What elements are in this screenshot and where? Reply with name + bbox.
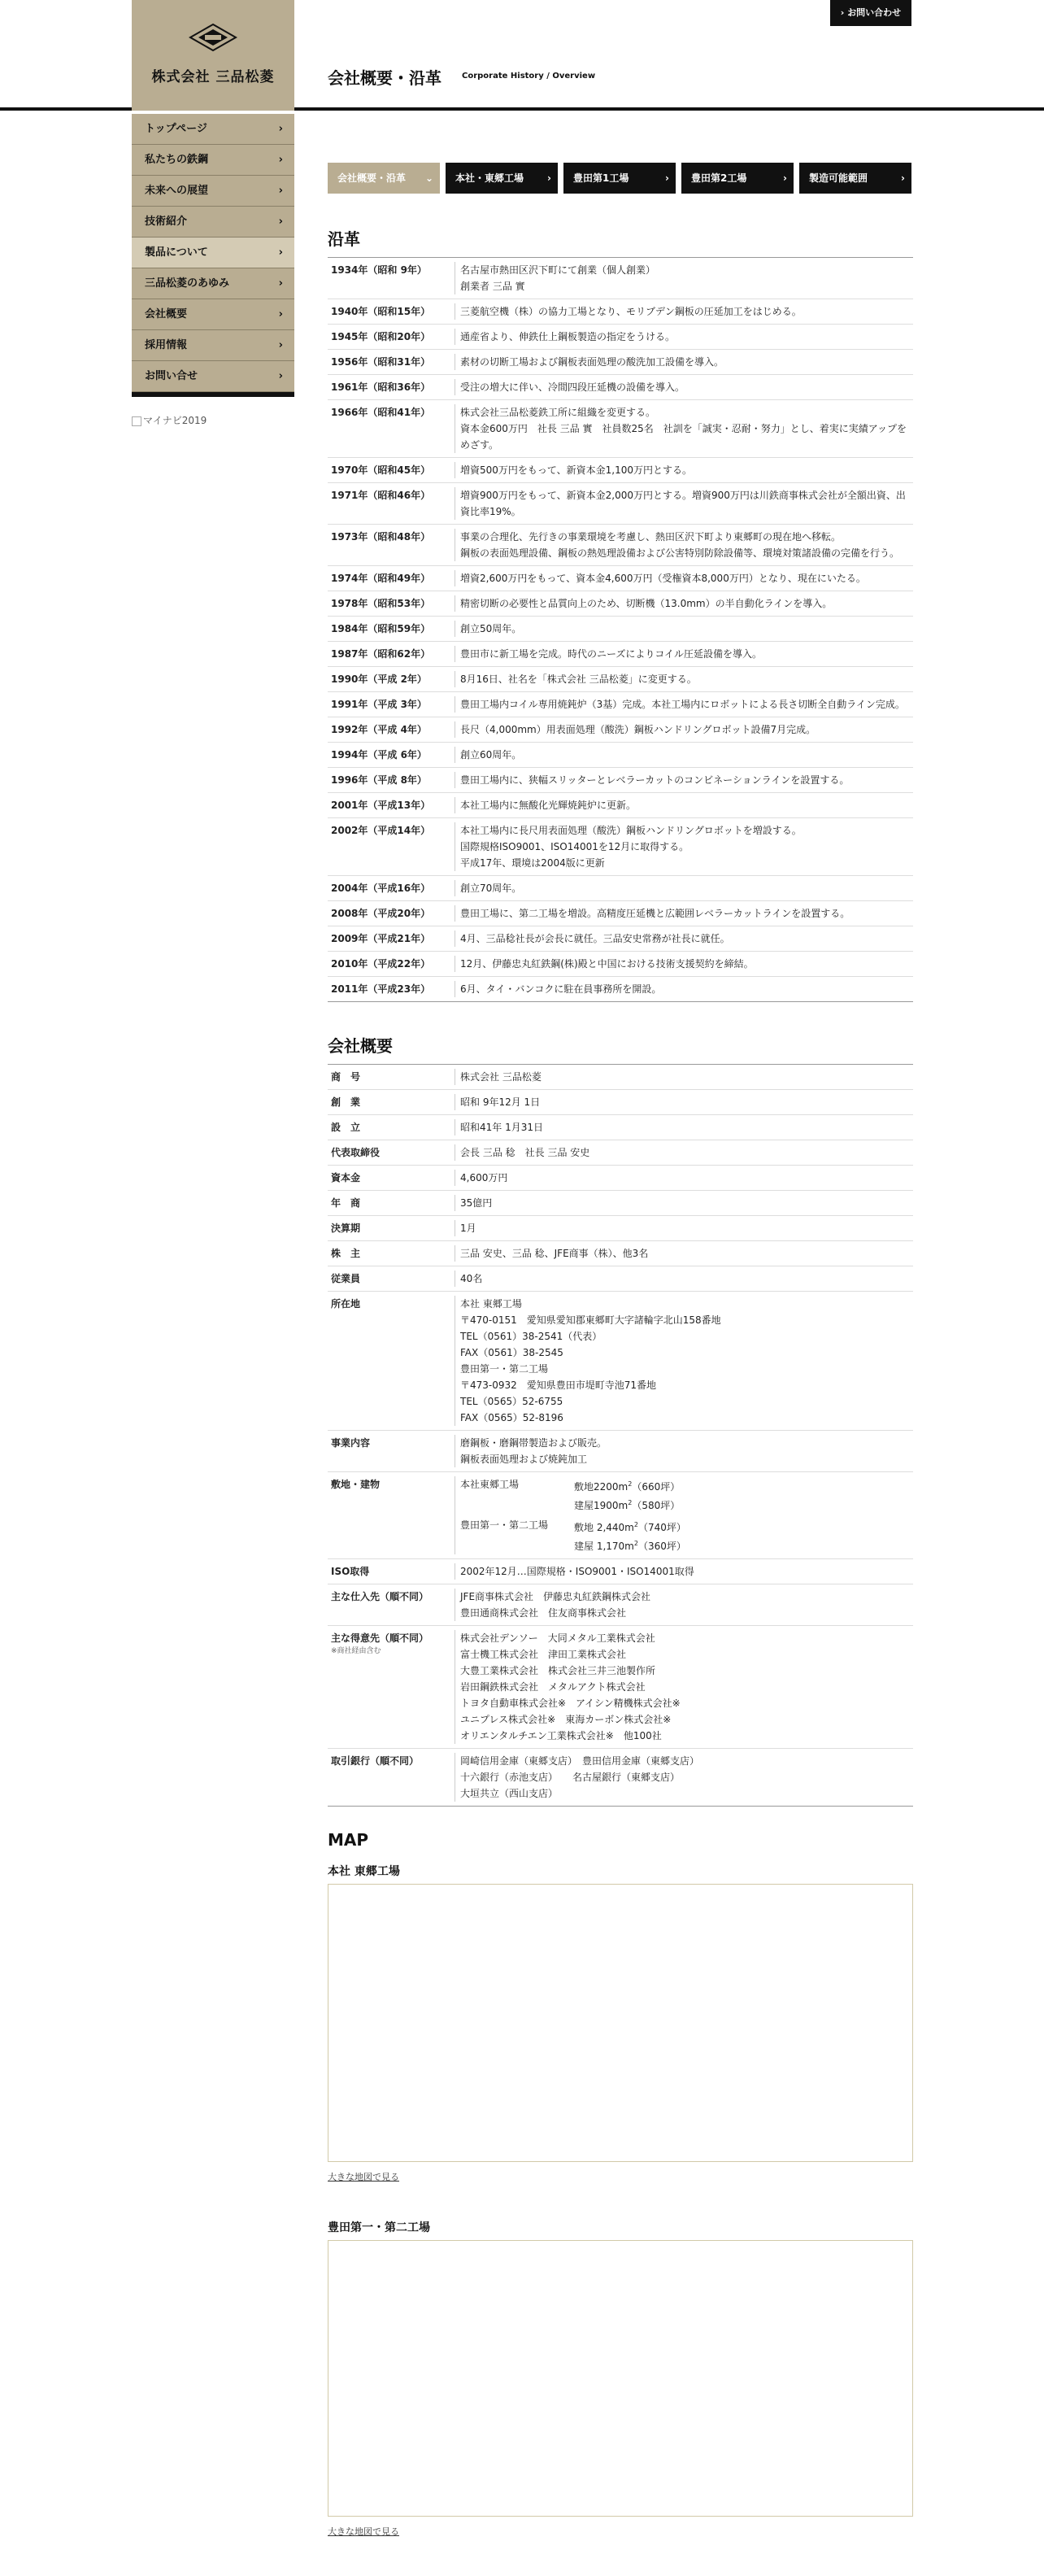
row-value xyxy=(455,671,913,687)
history-row xyxy=(328,876,913,901)
row-value xyxy=(455,1245,913,1262)
cell-line: 35億円 xyxy=(460,1197,493,1209)
row-value xyxy=(455,747,913,763)
row-key: 1987年（昭和62年） xyxy=(331,648,431,660)
history-heading: 沿革 xyxy=(328,229,360,249)
cell-line: 長尺（4,000mm）用表面処理（酸洗）鋼板ハンドリングロボット設備7月完成。 xyxy=(460,724,816,735)
row-value xyxy=(455,1094,913,1110)
row-key: 創 業 xyxy=(331,1096,361,1108)
cell-line: 三品 安史、三品 稔、JFE商事（株）、他3名 xyxy=(460,1248,649,1259)
broken-image-icon xyxy=(132,416,141,426)
overview-row xyxy=(328,1115,913,1140)
row-key: 設 立 xyxy=(331,1122,361,1133)
cell-line: 株式会社デンソー 大同メタル工業株式会社 xyxy=(460,1632,655,1644)
row-key: 資本金 xyxy=(331,1172,361,1183)
building-name xyxy=(460,1536,574,1554)
cell-line: トヨタ自動車株式会社※ アイシン精機株式会社※ xyxy=(460,1698,681,1709)
row-key: 事業内容 xyxy=(331,1437,371,1449)
building-area xyxy=(574,1476,680,1495)
row-key: 1990年（平成 2年） xyxy=(331,673,427,685)
row-key: 決算期 xyxy=(331,1223,361,1234)
history-row xyxy=(328,818,913,876)
cell-line: 国際規格ISO9001、ISO14001を12月に取得する。 xyxy=(460,841,689,852)
building-name xyxy=(460,1495,574,1514)
row-key: 1934年（昭和 9年） xyxy=(331,264,427,276)
tab-overview-history[interactable] xyxy=(328,163,440,194)
history-row xyxy=(328,400,913,458)
row-key: 2002年（平成14年） xyxy=(331,825,431,836)
row-key: 2011年（平成23年） xyxy=(331,983,431,995)
cell-line: 〒473-0932 愛知県豊田市堤町寺池71番地 xyxy=(460,1380,657,1391)
row-value xyxy=(455,404,913,453)
row-value xyxy=(455,595,913,612)
cell-line: 豊田工場内に、狭幅スリッターとレベラーカットのコンビネーションラインを設置する。 xyxy=(460,774,850,786)
map-heading: MAP xyxy=(328,1830,369,1850)
row-value xyxy=(455,1220,913,1236)
chevron-right-icon: › xyxy=(783,172,787,184)
cell-line: オリエンタルチエン工業株式会社※ 他100社 xyxy=(460,1730,662,1741)
history-row xyxy=(328,258,913,299)
cell-line: 〒470-0151 愛知県愛知郡東郷町大字諸輪字北山158番地 xyxy=(460,1314,721,1326)
chevron-right-icon: › xyxy=(901,172,905,184)
history-row xyxy=(328,375,913,400)
row-key: 1961年（昭和36年） xyxy=(331,381,431,393)
sidebar-item-history[interactable] xyxy=(132,268,294,299)
cell-line: 株式会社三品松菱鉄工所に組織を変更する。 xyxy=(460,407,656,418)
cell-line: 豊田市に新工場を完成。時代のニーズによりコイル圧延設備を導入。 xyxy=(460,648,763,660)
row-key: 2008年（平成20年） xyxy=(331,908,431,919)
row-value xyxy=(455,797,913,813)
row-key: 1984年（昭和59年） xyxy=(331,623,431,634)
row-key: 1971年（昭和46年） xyxy=(331,490,431,501)
row-value xyxy=(455,1476,913,1554)
cell-line: 豊田通商株式会社 住友商事株式会社 xyxy=(460,1607,627,1619)
cell-line: 本社 東郷工場 xyxy=(460,1298,522,1310)
overview-row xyxy=(328,1292,913,1431)
history-row xyxy=(328,692,913,717)
site-header xyxy=(0,0,1044,111)
row-key: 敷地・建物 xyxy=(331,1479,381,1490)
history-row xyxy=(328,793,913,818)
area-value: 建屋 1,170m xyxy=(574,1541,634,1552)
overview-row xyxy=(328,1090,913,1115)
overview-row xyxy=(328,1191,913,1216)
area-unit-sup: 2 xyxy=(628,1499,633,1506)
chevron-right-icon: › xyxy=(278,123,283,135)
sidebar-item-label: 三品松菱のあゆみ xyxy=(145,277,230,290)
cell-line: FAX（0565）52-8196 xyxy=(460,1412,563,1423)
chevron-right-icon: › xyxy=(840,7,845,18)
sidebar-nav xyxy=(132,114,294,397)
overview-row xyxy=(328,1166,913,1191)
tab-label: 製造可能範囲 xyxy=(809,172,868,184)
sidebar-item-recruit[interactable] xyxy=(132,330,294,361)
history-row xyxy=(328,977,913,1001)
tab-toyota-1[interactable] xyxy=(563,163,676,194)
row-key: 従業員 xyxy=(331,1273,361,1284)
row-key: 主な仕入先（順不同） xyxy=(331,1591,429,1602)
row-key: 1970年（昭和45年） xyxy=(331,464,431,476)
history-row xyxy=(328,901,913,926)
row-key: 1991年（平成 3年） xyxy=(331,699,427,710)
sidebar-item-label: 私たちの鉄鋼 xyxy=(145,154,209,166)
chevron-right-icon: › xyxy=(278,308,283,320)
cell-line: 大垣共立（西山支店） xyxy=(460,1788,559,1799)
logo-text: 株式会社 三品松菱 xyxy=(151,69,275,85)
row-key: 1996年（平成 8年） xyxy=(331,774,427,786)
cell-line: 精密切断の必要性と品質向上のため、切断機（13.0mm）の半自動化ラインを導入。 xyxy=(460,598,833,609)
sidebar-item-label: 製品について xyxy=(145,246,208,259)
overview-row xyxy=(328,1140,913,1166)
chevron-right-icon: › xyxy=(665,172,669,184)
building-area xyxy=(574,1495,680,1514)
cell-line: 十六銀行（赤池支店） 名古屋銀行（東郷支店） xyxy=(460,1772,681,1783)
row-value xyxy=(455,1170,913,1186)
company-emblem-icon xyxy=(189,23,237,52)
cell-line: 受注の増大に伴い、冷間四段圧延機の設備を導入。 xyxy=(460,381,685,393)
chevron-right-icon: › xyxy=(547,172,551,184)
cell-line: 豊田工場に、第二工場を増設。高精度圧延機と広範囲レベラーカットラインを設置する。 xyxy=(460,908,850,919)
overview-heading: 会社概要 xyxy=(328,1036,393,1056)
row-value xyxy=(455,529,913,561)
row-value xyxy=(455,1563,913,1580)
cell-line: 三菱航空機（株）の協力工場となり、モリブデン鋼板の圧延加工をはじめる。 xyxy=(460,306,802,317)
sidebar-item-label: トップページ xyxy=(145,123,207,135)
sidebar-item-label: 採用情報 xyxy=(145,339,188,351)
row-value xyxy=(455,1630,913,1744)
history-row xyxy=(328,483,913,525)
cell-line: 豊田第一・第二工場 xyxy=(460,1363,549,1375)
history-row xyxy=(328,566,913,591)
cell-line: JFE商事株式会社 伊藤忠丸紅鉄鋼株式会社 xyxy=(460,1591,651,1602)
row-value xyxy=(455,822,913,871)
page-subtitle: Corporate History / Overview xyxy=(462,72,596,81)
history-row xyxy=(328,743,913,768)
row-key: 所在地 xyxy=(331,1298,361,1310)
row-value xyxy=(455,696,913,713)
building-area xyxy=(574,1536,686,1554)
chevron-right-icon: › xyxy=(278,246,283,259)
cell-line: 増資900万円をもって、新資本金2,000万円とする。増資900万円は川鉄商事株式会社が全額出資、出資比率19%。 xyxy=(460,490,906,517)
cell-line: 創立50周年。 xyxy=(460,623,522,634)
row-key: 2004年（平成16年） xyxy=(331,883,431,894)
cell-line: 事業の合理化、先行きの事業環境を考慮し、熱田区沢下町より東郷町の現在地へ移転。 xyxy=(460,531,842,543)
history-row xyxy=(328,458,913,483)
row-value xyxy=(455,1119,913,1135)
history-row xyxy=(328,926,913,952)
building-name: 豊田第一・第二工場 xyxy=(460,1519,549,1531)
row-key: 年 商 xyxy=(331,1197,361,1209)
cell-line: 4,600万円 xyxy=(460,1172,508,1183)
chevron-right-icon: › xyxy=(278,339,283,351)
cell-line: FAX（0561）38-2545 xyxy=(460,1347,563,1358)
cell-line: 資本金600万円 社長 三品 實 社員数25名 社訓を「誠実・忍耐・努力」とし、着実に実績アップをめざす。 xyxy=(460,423,907,451)
cell-line: 株式会社 三品松菱 xyxy=(460,1071,542,1083)
history-row xyxy=(328,617,913,642)
row-key: 1992年（平成 4年） xyxy=(331,724,427,735)
overview-row xyxy=(328,1584,913,1626)
contact-label: お問い合わせ xyxy=(847,7,902,18)
overview-row xyxy=(328,1559,913,1584)
row-key: 1974年（昭和49年） xyxy=(331,573,431,584)
row-key: 取引銀行（順不同） xyxy=(331,1755,420,1767)
overview-row xyxy=(328,1266,913,1292)
building-name: 本社東郷工場 xyxy=(460,1479,520,1490)
cell-line: 12月、伊藤忠丸紅鉄鋼(株)殿と中国における技術支援契約を締結。 xyxy=(460,958,754,970)
cell-line: 創立60周年。 xyxy=(460,749,522,761)
cell-line: 会長 三品 稔 社長 三品 安史 xyxy=(460,1147,590,1158)
chevron-right-icon: › xyxy=(278,277,283,290)
overview-row xyxy=(328,1749,913,1806)
row-value xyxy=(455,570,913,586)
cell-line: 昭和41年 1月31日 xyxy=(460,1122,543,1133)
row-value xyxy=(455,721,913,738)
row-value xyxy=(455,354,913,370)
area-unit-sup: 2 xyxy=(633,1521,638,1528)
row-key xyxy=(328,1630,455,1744)
sidebar-item-future[interactable] xyxy=(132,176,294,207)
overview-row xyxy=(328,1472,913,1559)
area-tsubo: （660坪） xyxy=(632,1481,681,1493)
area-value: 敷地2200m xyxy=(574,1481,629,1493)
row-key: 1973年（昭和48年） xyxy=(331,531,431,543)
row-key: 代表取締役 xyxy=(331,1147,381,1158)
tab-label: 会社概要・沿革 xyxy=(337,172,407,184)
history-row xyxy=(328,299,913,325)
row-value xyxy=(455,329,913,345)
chevron-right-icon: › xyxy=(278,185,283,197)
cell-line: 岡崎信用金庫（東郷支店） 豊田信用金庫（東郷支店） xyxy=(460,1755,700,1767)
row-value xyxy=(455,646,913,662)
row-key: 1978年（昭和53年） xyxy=(331,598,431,609)
sidebar-item-label: 会社概要 xyxy=(145,308,188,320)
row-value xyxy=(455,462,913,478)
chevron-right-icon: › xyxy=(278,154,283,166)
sidebar-item-label: お問い合せ xyxy=(145,370,198,382)
cell-line: 増資500万円をもって、新資本金1,100万円とする。 xyxy=(460,464,693,476)
map-title-togo: 本社 東郷工場 xyxy=(328,1865,400,1878)
map-togo[interactable] xyxy=(328,1884,913,2162)
row-value xyxy=(455,905,913,922)
large-map-link[interactable]: 大きな地図で見る xyxy=(328,2526,399,2537)
cell-line: 創業者 三品 實 xyxy=(460,281,525,292)
row-key: 商 号 xyxy=(331,1071,361,1083)
row-key: 1945年（昭和20年） xyxy=(331,331,431,342)
section-tabs xyxy=(328,163,913,194)
overview-row xyxy=(328,1216,913,1241)
tab-toyota-2[interactable] xyxy=(681,163,794,194)
row-value xyxy=(455,931,913,947)
cell-line: 4月、三品稔社長が会長に就任。三品安史常務が社長に就任。 xyxy=(460,933,730,944)
overview-row xyxy=(328,1431,913,1472)
row-value xyxy=(455,1753,913,1802)
sidebar-item-steel[interactable] xyxy=(132,145,294,176)
sidebar-item-technology[interactable] xyxy=(132,207,294,238)
cell-line: ユニプレス株式会社※ 東海カーボン株式会社※ xyxy=(460,1714,672,1725)
logo[interactable] xyxy=(132,0,294,111)
history-row xyxy=(328,591,913,617)
banner-alt-text: マイナビ2019 xyxy=(143,415,207,426)
row-value xyxy=(455,262,913,294)
sidebar-item-contact[interactable] xyxy=(132,361,294,392)
cell-line: 素材の切断工場および鋼板表面処理の酸洗加工設備を導入。 xyxy=(460,356,724,368)
sidebar-item-label: 技術紹介 xyxy=(145,216,188,228)
cell-line: 本社工場内に長尺用表面処理（酸洗）鋼板ハンドリングロボットを増設する。 xyxy=(460,825,802,836)
cell-line: 大豊工業株式会社 株式会社三井三池製作所 xyxy=(460,1665,656,1676)
cell-line: 鋼板の表面処理設備、鋼板の熱処理設備および公害特別防除設備等、環境対策諸設備の完備を行う。 xyxy=(460,547,900,559)
row-value xyxy=(455,487,913,520)
cell-line: 1月 xyxy=(460,1223,476,1234)
history-row xyxy=(328,717,913,743)
cell-line: 名古屋市熱田区沢下町にて創業（個人創業） xyxy=(460,264,656,276)
history-row xyxy=(328,642,913,667)
chevron-right-icon: › xyxy=(278,216,283,228)
area-tsubo: （580坪） xyxy=(632,1500,681,1511)
cell-line: 平成17年、環境は2004版に更新 xyxy=(460,857,605,869)
history-row xyxy=(328,325,913,350)
row-key-label: 主な得意先（順不同） xyxy=(331,1632,429,1644)
row-key: 2010年（平成22年） xyxy=(331,958,431,970)
sidebar-item-label: 未来への展望 xyxy=(145,185,209,197)
cell-line: TEL（0561）38-2541（代表） xyxy=(460,1331,602,1342)
tab-capabilities[interactable] xyxy=(799,163,911,194)
cell-line: TEL（0565）52-6755 xyxy=(460,1396,563,1407)
row-value xyxy=(455,1144,913,1161)
row-value xyxy=(455,379,913,395)
cell-line: 富士機工株式会社 津田工業株式会社 xyxy=(460,1649,627,1660)
row-value xyxy=(455,303,913,320)
row-key-note: ※商社経由含む xyxy=(331,1647,381,1655)
overview-table xyxy=(328,1064,913,1807)
row-value xyxy=(455,1069,913,1085)
cell-line: 昭和 9年12月 1日 xyxy=(460,1096,541,1108)
area-tsubo: （360坪） xyxy=(637,1541,686,1552)
area-value: 敷地 2,440m xyxy=(574,1522,634,1533)
row-key: 1956年（昭和31年） xyxy=(331,356,431,368)
cell-line: 豊田工場内コイル専用焼鈍炉（3基）完成。本社工場内にロボットによる長さ切断全自動ライン完成。 xyxy=(460,699,905,710)
overview-row xyxy=(328,1626,913,1749)
tab-label: 本社・東郷工場 xyxy=(455,172,524,184)
cell-line: 鋼板表面処理および焼鈍加工 xyxy=(460,1454,588,1465)
chevron-right-icon: › xyxy=(278,370,283,382)
tab-togo-factory[interactable] xyxy=(446,163,558,194)
history-table xyxy=(328,257,913,1002)
tab-label: 豊田第2工場 xyxy=(691,172,747,184)
area-unit-sup: 2 xyxy=(628,1480,633,1488)
sidebar-item-products[interactable] xyxy=(132,238,294,268)
row-value xyxy=(455,981,913,997)
row-value xyxy=(455,1271,913,1287)
cell-line: 本社工場内に無酸化光輝焼鈍炉に更新。 xyxy=(460,800,637,811)
large-map-link[interactable]: 大きな地図で見る xyxy=(328,2172,399,2182)
row-key: 1940年（昭和15年） xyxy=(331,306,431,317)
contact-button[interactable] xyxy=(830,0,911,26)
tab-label: 豊田第1工場 xyxy=(573,172,629,184)
cell-line: 2002年12月…国際規格・ISO9001・ISO14001取得 xyxy=(460,1566,694,1577)
cell-line: 磨鋼板・磨鋼帯製造および販売。 xyxy=(460,1437,607,1449)
row-key: 1966年（昭和41年） xyxy=(331,407,431,418)
row-value xyxy=(455,880,913,896)
overview-row xyxy=(328,1065,913,1090)
area-value: 建屋1900m xyxy=(574,1500,629,1511)
row-value xyxy=(455,1435,913,1467)
row-value xyxy=(455,1195,913,1211)
history-row xyxy=(328,350,913,375)
mynavi-banner[interactable] xyxy=(132,413,207,427)
row-value xyxy=(455,956,913,972)
map-title-toyota: 豊田第一・第二工場 xyxy=(328,2221,430,2234)
row-value xyxy=(455,621,913,637)
chevron-down-icon: ⌄ xyxy=(424,172,433,184)
history-row xyxy=(328,525,913,566)
row-key: 株 主 xyxy=(331,1248,361,1259)
area-tsubo: （740坪） xyxy=(637,1522,686,1533)
cell-line: 増資2,600万円をもって、資本金4,600万円（受権資本8,000万円）となり、現在にいたる。 xyxy=(460,573,866,584)
row-value xyxy=(455,1589,913,1621)
cell-line: 40名 xyxy=(460,1273,483,1284)
history-row xyxy=(328,768,913,793)
row-key: ISO取得 xyxy=(331,1566,370,1577)
sidebar-item-company[interactable] xyxy=(132,299,294,330)
row-value xyxy=(455,1296,913,1426)
row-key: 1994年（平成 6年） xyxy=(331,749,427,761)
row-value xyxy=(455,772,913,788)
page-title: 会社概要・沿革 xyxy=(328,68,442,88)
cell-line: 通産省より、伸鉄仕上鋼板製造の指定をうける。 xyxy=(460,331,676,342)
cell-line: 6月、タイ・バンコクに駐在員事務所を開設。 xyxy=(460,983,662,995)
cell-line: 岩田鋼鉄株式会社 メタルアクト株式会社 xyxy=(460,1681,646,1693)
history-row xyxy=(328,667,913,692)
sidebar-item-top[interactable] xyxy=(132,114,294,145)
history-row xyxy=(328,952,913,977)
row-key: 2001年（平成13年） xyxy=(331,800,431,811)
row-key: 2009年（平成21年） xyxy=(331,933,431,944)
cell-line: 創立70周年。 xyxy=(460,883,522,894)
cell-line: 8月16日、社名を「株式会社 三品松菱」に変更する。 xyxy=(460,673,697,685)
building-area xyxy=(574,1517,686,1536)
map-toyota[interactable] xyxy=(328,2240,913,2517)
area-unit-sup: 2 xyxy=(633,1540,638,1547)
overview-row xyxy=(328,1241,913,1266)
